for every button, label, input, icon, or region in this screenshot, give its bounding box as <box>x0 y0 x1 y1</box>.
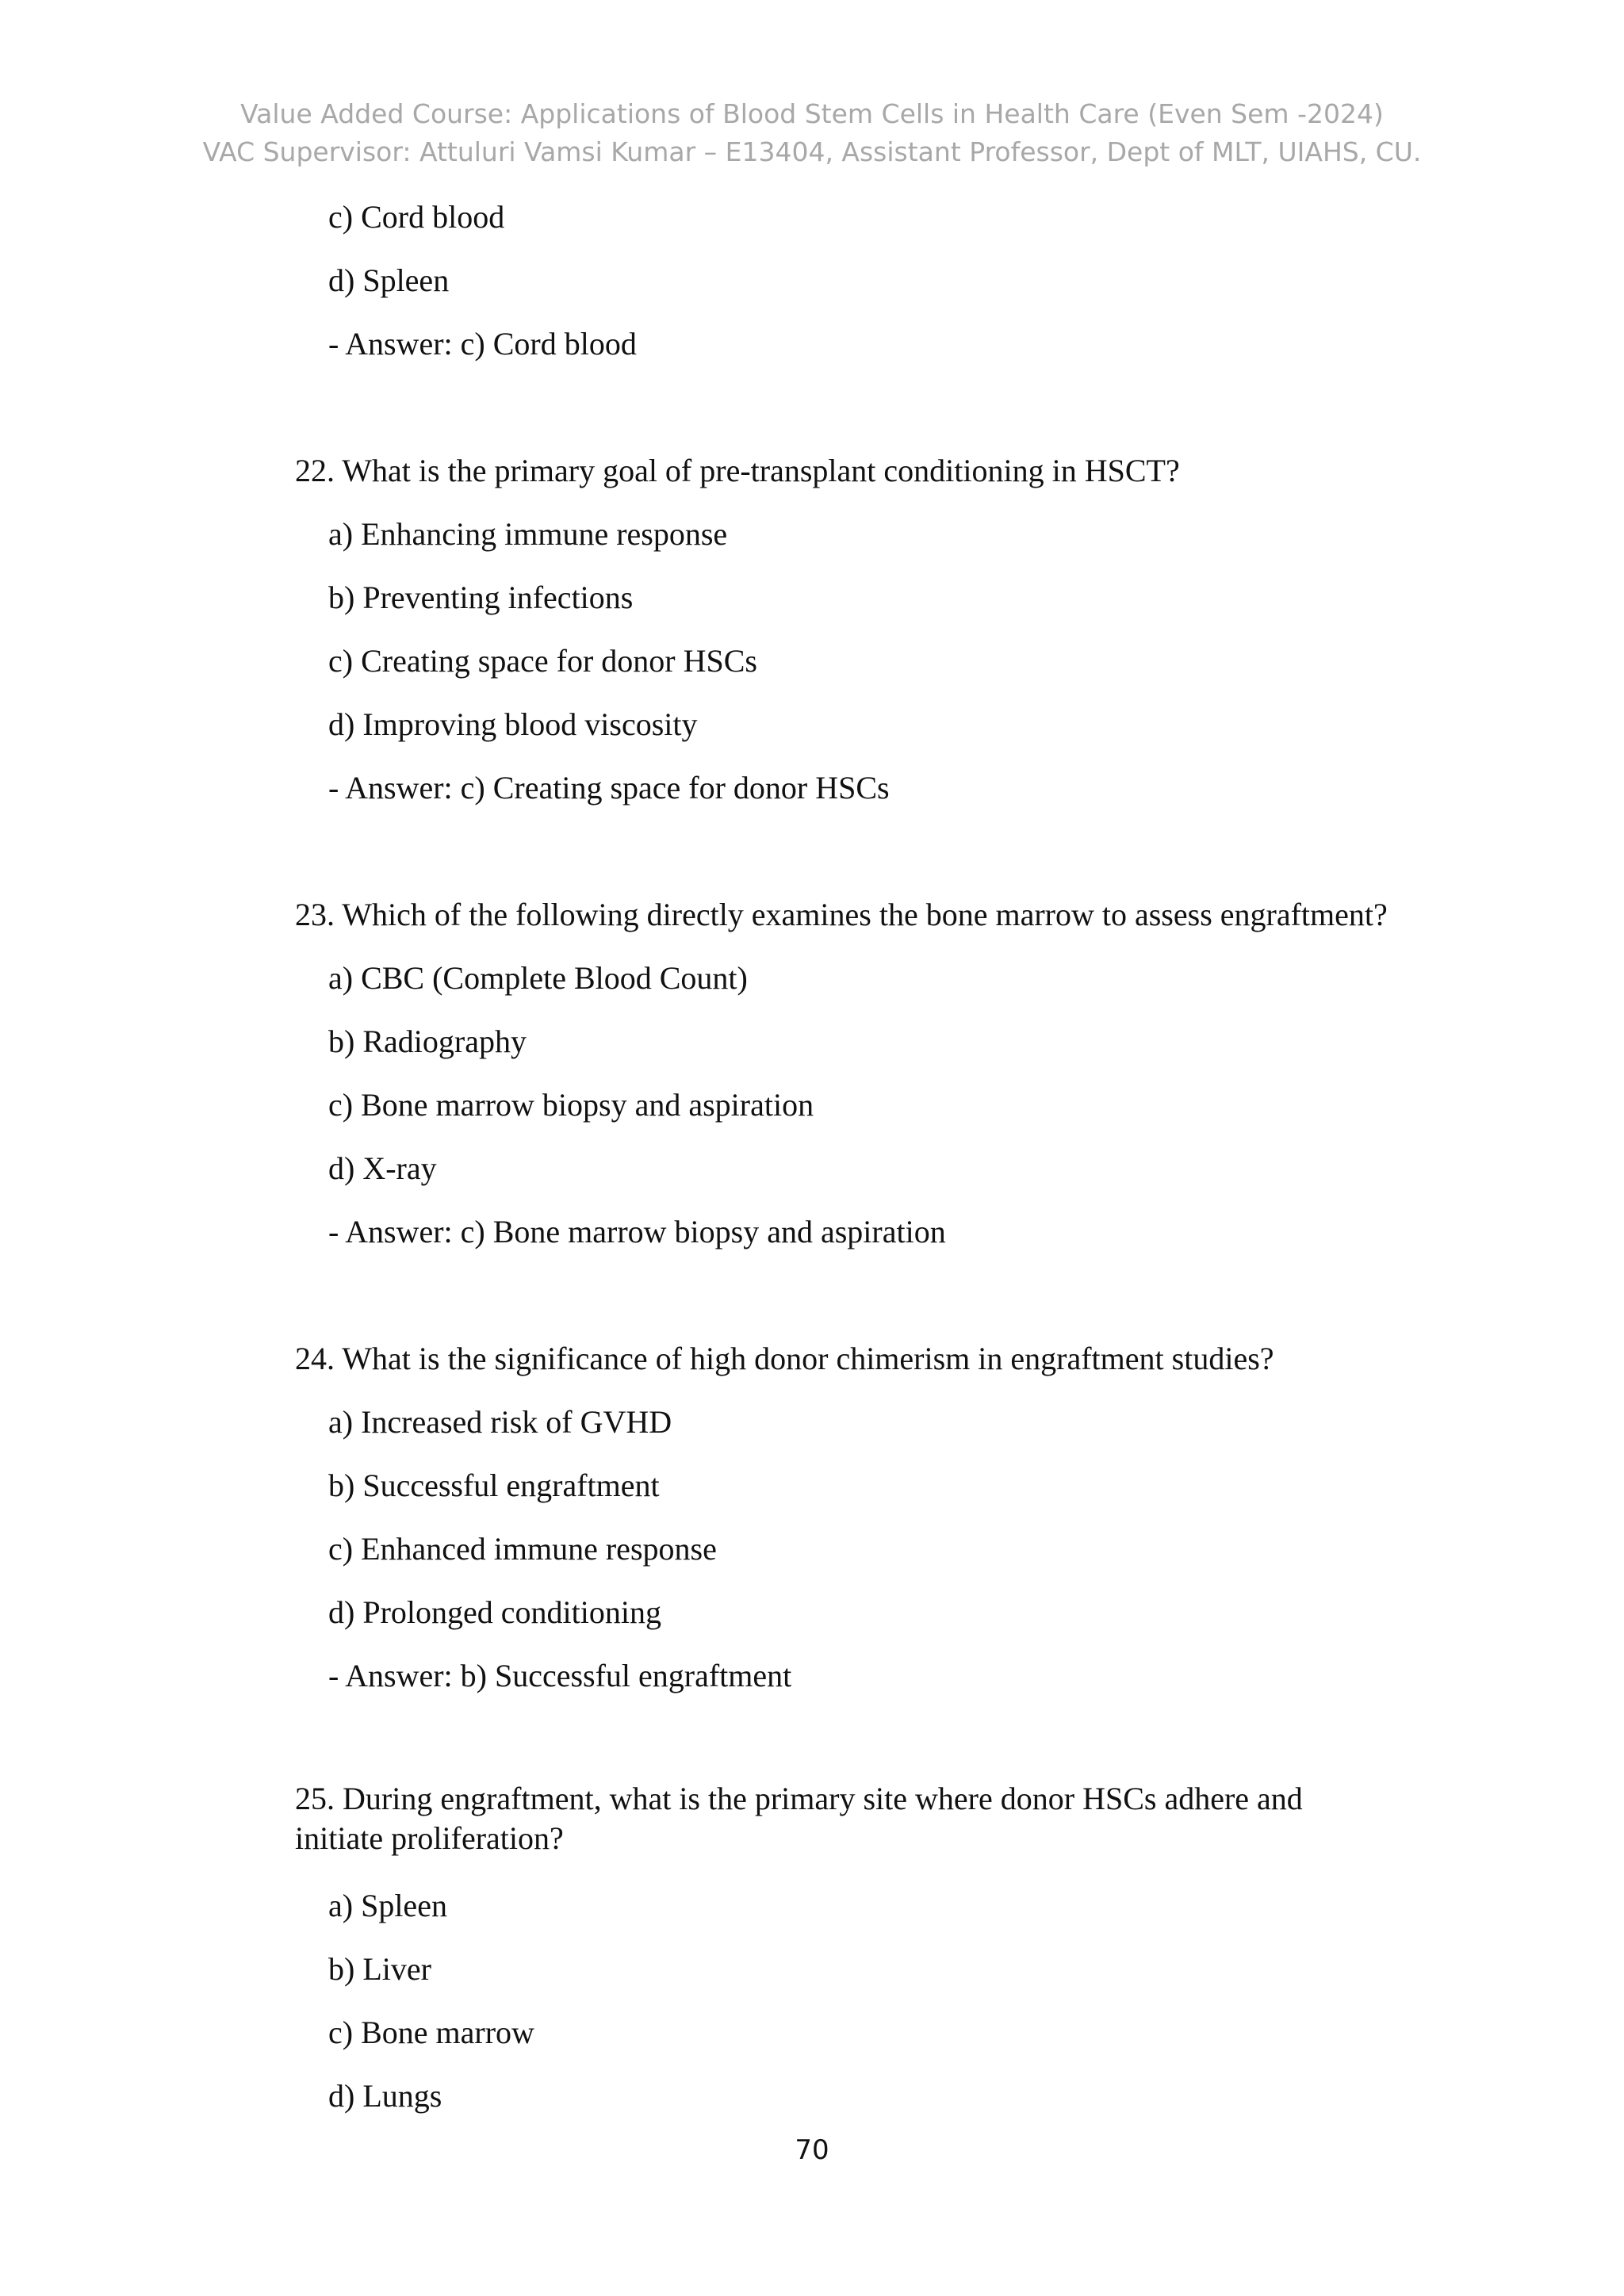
question-list <box>295 193 1437 2136</box>
answer: - Answer: c) Creating space for donor HSCs <box>328 770 890 806</box>
question-text-line-1: 25. During engraftment, what is the primary site where donor HSCs adhere and <box>295 1781 1303 1816</box>
spacer <box>295 1272 1437 1335</box>
question-25 <box>295 1779 1437 2136</box>
spacer <box>295 384 1437 447</box>
option-d: d) Prolonged conditioning <box>328 1594 661 1630</box>
spacer <box>295 1716 1437 1779</box>
option-c: c) Bone marrow <box>328 2015 534 2050</box>
option-d: d) Lungs <box>328 2078 442 2114</box>
question-text-line-2: initiate proliferation? <box>295 1820 564 1856</box>
option-a: a) Spleen <box>328 1888 447 1923</box>
question-text: 24. What is the significance of high donor chimerism in engraftment studies? <box>295 1341 1274 1376</box>
option-b: b) Preventing infections <box>328 580 634 615</box>
question-text: 22. What is the primary goal of pre-transplant conditioning in HSCT? <box>295 453 1180 488</box>
option-d: d) X-ray <box>328 1150 437 1186</box>
option-c: c) Cord blood <box>328 199 505 235</box>
question-21-continuation <box>295 193 1437 384</box>
question-text: 23. Which of the following directly examines the bone marrow to assess engraftment? <box>295 897 1388 932</box>
answer: - Answer: c) Cord blood <box>328 326 637 362</box>
option-a: a) Enhancing immune response <box>328 516 728 552</box>
option-b: b) Radiography <box>328 1024 527 1059</box>
option-c: c) Creating space for donor HSCs <box>328 643 757 679</box>
answer: - Answer: c) Bone marrow biopsy and aspiration <box>328 1214 946 1249</box>
page-number: 70 <box>795 2134 829 2166</box>
option-d: d) Improving blood viscosity <box>328 706 698 742</box>
question-22 <box>295 447 1437 828</box>
option-b: b) Successful engraftment <box>328 1468 660 1503</box>
option-d: d) Spleen <box>328 262 450 298</box>
header-course-title: Value Added Course: Applications of Blood Stem Cells in Health Care (Even Sem -2024) <box>240 98 1384 129</box>
option-c: c) Bone marrow biopsy and aspiration <box>328 1087 814 1123</box>
question-24 <box>295 1335 1437 1716</box>
page-header <box>0 95 1624 171</box>
option-b: b) Liver <box>328 1951 431 1987</box>
option-a: a) CBC (Complete Blood Count) <box>328 960 748 996</box>
option-c: c) Enhanced immune response <box>328 1531 717 1567</box>
header-supervisor: VAC Supervisor: Attuluri Vamsi Kumar – E13404, Assistant Professor, Dept of MLT, UIAHS, CU. <box>202 136 1422 167</box>
question-23 <box>295 891 1437 1272</box>
option-a: a) Increased risk of GVHD <box>328 1404 672 1440</box>
answer: - Answer: b) Successful engraftment <box>328 1658 792 1693</box>
question-text <box>295 1779 1389 1858</box>
spacer <box>295 828 1437 891</box>
